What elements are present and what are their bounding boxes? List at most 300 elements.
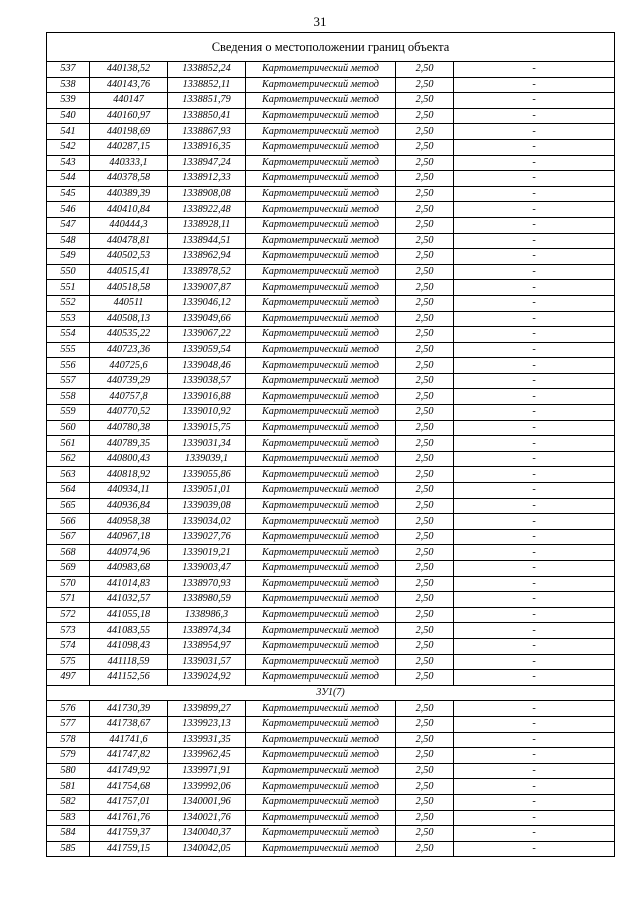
point-number-cell: 549 bbox=[47, 249, 90, 265]
table-row bbox=[47, 607, 615, 623]
point-number-cell: 565 bbox=[47, 498, 90, 514]
point-number-cell: 572 bbox=[47, 607, 90, 623]
method-cell: Картометрический метод bbox=[246, 529, 396, 545]
method-cell: Картометрический метод bbox=[246, 77, 396, 93]
point-number-cell: 550 bbox=[47, 264, 90, 280]
accuracy-cell: 2,50 bbox=[396, 654, 454, 670]
method-cell: Картометрический метод bbox=[246, 217, 396, 233]
point-number-cell: 557 bbox=[47, 373, 90, 389]
table-row bbox=[47, 171, 615, 187]
table-row bbox=[47, 514, 615, 530]
x-coordinate-cell: 441747,82 bbox=[90, 748, 168, 764]
method-cell: Картометрический метод bbox=[246, 545, 396, 561]
point-number-cell: 546 bbox=[47, 202, 90, 218]
x-coordinate-cell: 440757,8 bbox=[90, 389, 168, 405]
method-cell: Картометрический метод bbox=[246, 779, 396, 795]
table-row bbox=[47, 592, 615, 608]
method-cell: Картометрический метод bbox=[246, 436, 396, 452]
table-row bbox=[47, 670, 615, 686]
table-row bbox=[47, 420, 615, 436]
table-row bbox=[47, 623, 615, 639]
table-row bbox=[47, 810, 615, 826]
point-number-cell: 575 bbox=[47, 654, 90, 670]
y-coordinate-cell: 1339003,47 bbox=[168, 561, 246, 577]
y-coordinate-cell: 1339971,91 bbox=[168, 763, 246, 779]
point-number-cell: 561 bbox=[47, 436, 90, 452]
y-coordinate-cell: 1338908,08 bbox=[168, 186, 246, 202]
table-row bbox=[47, 295, 615, 311]
y-coordinate-cell: 1338852,24 bbox=[168, 62, 246, 78]
description-cell: - bbox=[454, 576, 615, 592]
point-number-cell: 570 bbox=[47, 576, 90, 592]
accuracy-cell: 2,50 bbox=[396, 93, 454, 109]
method-cell: Картометрический метод bbox=[246, 155, 396, 171]
y-coordinate-cell: 1339899,27 bbox=[168, 701, 246, 717]
table-row bbox=[47, 342, 615, 358]
method-cell: Картометрический метод bbox=[246, 171, 396, 187]
x-coordinate-cell: 441055,18 bbox=[90, 607, 168, 623]
x-coordinate-cell: 440410,84 bbox=[90, 202, 168, 218]
x-coordinate-cell: 440974,96 bbox=[90, 545, 168, 561]
table-row bbox=[47, 529, 615, 545]
y-coordinate-cell: 1338912,33 bbox=[168, 171, 246, 187]
point-number-cell: 576 bbox=[47, 701, 90, 717]
y-coordinate-cell: 1339019,21 bbox=[168, 545, 246, 561]
description-cell: - bbox=[454, 249, 615, 265]
method-cell: Картометрический метод bbox=[246, 62, 396, 78]
accuracy-cell: 2,50 bbox=[396, 420, 454, 436]
x-coordinate-cell: 440936,84 bbox=[90, 498, 168, 514]
method-cell: Картометрический метод bbox=[246, 451, 396, 467]
point-number-cell: 564 bbox=[47, 483, 90, 499]
x-coordinate-cell: 440770,52 bbox=[90, 405, 168, 421]
x-coordinate-cell: 440378,58 bbox=[90, 171, 168, 187]
point-number-cell: 580 bbox=[47, 763, 90, 779]
x-coordinate-cell: 440739,29 bbox=[90, 373, 168, 389]
point-number-cell: 562 bbox=[47, 451, 90, 467]
y-coordinate-cell: 1338970,93 bbox=[168, 576, 246, 592]
x-coordinate-cell: 441738,67 bbox=[90, 716, 168, 732]
y-coordinate-cell: 1339046,12 bbox=[168, 295, 246, 311]
accuracy-cell: 2,50 bbox=[396, 779, 454, 795]
point-number-cell: 537 bbox=[47, 62, 90, 78]
point-number-cell: 552 bbox=[47, 295, 90, 311]
x-coordinate-cell: 440160,97 bbox=[90, 108, 168, 124]
method-cell: Картометрический метод bbox=[246, 638, 396, 654]
table-row bbox=[47, 186, 615, 202]
y-coordinate-cell: 1339007,87 bbox=[168, 280, 246, 296]
table-row bbox=[47, 498, 615, 514]
x-coordinate-cell: 441152,56 bbox=[90, 670, 168, 686]
table-row bbox=[47, 483, 615, 499]
accuracy-cell: 2,50 bbox=[396, 327, 454, 343]
method-cell: Картометрический метод bbox=[246, 264, 396, 280]
description-cell: - bbox=[454, 373, 615, 389]
accuracy-cell: 2,50 bbox=[396, 280, 454, 296]
point-number-cell: 540 bbox=[47, 108, 90, 124]
accuracy-cell: 2,50 bbox=[396, 217, 454, 233]
point-number-cell: 542 bbox=[47, 139, 90, 155]
y-coordinate-cell: 1340001,96 bbox=[168, 794, 246, 810]
method-cell: Картометрический метод bbox=[246, 389, 396, 405]
x-coordinate-cell: 441741,6 bbox=[90, 732, 168, 748]
method-cell: Картометрический метод bbox=[246, 358, 396, 374]
x-coordinate-cell: 440518,58 bbox=[90, 280, 168, 296]
description-cell: - bbox=[454, 701, 615, 717]
point-number-cell: 545 bbox=[47, 186, 90, 202]
y-coordinate-cell: 1338974,34 bbox=[168, 623, 246, 639]
y-coordinate-cell: 1339015,75 bbox=[168, 420, 246, 436]
y-coordinate-cell: 1339049,66 bbox=[168, 311, 246, 327]
x-coordinate-cell: 440502,53 bbox=[90, 249, 168, 265]
accuracy-cell: 2,50 bbox=[396, 592, 454, 608]
description-cell: - bbox=[454, 93, 615, 109]
table-row bbox=[47, 108, 615, 124]
description-cell: - bbox=[454, 124, 615, 140]
method-cell: Картометрический метод bbox=[246, 295, 396, 311]
description-cell: - bbox=[454, 155, 615, 171]
y-coordinate-cell: 1339051,01 bbox=[168, 483, 246, 499]
accuracy-cell: 2,50 bbox=[396, 171, 454, 187]
method-cell: Картометрический метод bbox=[246, 483, 396, 499]
y-coordinate-cell: 1338922,48 bbox=[168, 202, 246, 218]
table-row bbox=[47, 311, 615, 327]
x-coordinate-cell: 440515,41 bbox=[90, 264, 168, 280]
table-row bbox=[47, 139, 615, 155]
accuracy-cell: 2,50 bbox=[396, 498, 454, 514]
method-cell: Картометрический метод bbox=[246, 186, 396, 202]
x-coordinate-cell: 440138,52 bbox=[90, 62, 168, 78]
point-number-cell: 555 bbox=[47, 342, 90, 358]
accuracy-cell: 2,50 bbox=[396, 389, 454, 405]
accuracy-cell: 2,50 bbox=[396, 670, 454, 686]
x-coordinate-cell: 440934,11 bbox=[90, 483, 168, 499]
x-coordinate-cell: 440198,69 bbox=[90, 124, 168, 140]
method-cell: Картометрический метод bbox=[246, 654, 396, 670]
description-cell: - bbox=[454, 77, 615, 93]
description-cell: - bbox=[454, 420, 615, 436]
table-row bbox=[47, 249, 615, 265]
method-cell: Картометрический метод bbox=[246, 841, 396, 857]
description-cell: - bbox=[454, 514, 615, 530]
accuracy-cell: 2,50 bbox=[396, 607, 454, 623]
table-row bbox=[47, 436, 615, 452]
description-cell: - bbox=[454, 233, 615, 249]
x-coordinate-cell: 440333,1 bbox=[90, 155, 168, 171]
x-coordinate-cell: 441757,01 bbox=[90, 794, 168, 810]
table-row bbox=[47, 638, 615, 654]
point-number-cell: 584 bbox=[47, 826, 90, 842]
accuracy-cell: 2,50 bbox=[396, 794, 454, 810]
description-cell: - bbox=[454, 327, 615, 343]
accuracy-cell: 2,50 bbox=[396, 249, 454, 265]
y-coordinate-cell: 1339992,06 bbox=[168, 779, 246, 795]
method-cell: Картометрический метод bbox=[246, 139, 396, 155]
table-row bbox=[47, 124, 615, 140]
table-row bbox=[47, 451, 615, 467]
description-cell: - bbox=[454, 202, 615, 218]
description-cell: - bbox=[454, 483, 615, 499]
description-cell: - bbox=[454, 779, 615, 795]
x-coordinate-cell: 440818,92 bbox=[90, 467, 168, 483]
description-cell: - bbox=[454, 264, 615, 280]
method-cell: Картометрический метод bbox=[246, 233, 396, 249]
point-number-cell: 577 bbox=[47, 716, 90, 732]
accuracy-cell: 2,50 bbox=[396, 139, 454, 155]
description-cell: - bbox=[454, 841, 615, 857]
point-number-cell: 568 bbox=[47, 545, 90, 561]
point-number-cell: 551 bbox=[47, 280, 90, 296]
method-cell: Картометрический метод bbox=[246, 701, 396, 717]
method-cell: Картометрический метод bbox=[246, 576, 396, 592]
x-coordinate-cell: 441118,59 bbox=[90, 654, 168, 670]
y-coordinate-cell: 1339059,54 bbox=[168, 342, 246, 358]
method-cell: Картометрический метод bbox=[246, 732, 396, 748]
y-coordinate-cell: 1339034,02 bbox=[168, 514, 246, 530]
x-coordinate-cell: 440967,18 bbox=[90, 529, 168, 545]
method-cell: Картометрический метод bbox=[246, 467, 396, 483]
description-cell: - bbox=[454, 311, 615, 327]
method-cell: Картометрический метод bbox=[246, 124, 396, 140]
y-coordinate-cell: 1339016,88 bbox=[168, 389, 246, 405]
x-coordinate-cell: 441754,68 bbox=[90, 779, 168, 795]
method-cell: Картометрический метод bbox=[246, 716, 396, 732]
point-number-cell: 553 bbox=[47, 311, 90, 327]
y-coordinate-cell: 1338962,94 bbox=[168, 249, 246, 265]
accuracy-cell: 2,50 bbox=[396, 826, 454, 842]
x-coordinate-cell: 440287,15 bbox=[90, 139, 168, 155]
method-cell: Картометрический метод bbox=[246, 810, 396, 826]
y-coordinate-cell: 1339027,76 bbox=[168, 529, 246, 545]
accuracy-cell: 2,50 bbox=[396, 405, 454, 421]
table-row bbox=[47, 561, 615, 577]
accuracy-cell: 2,50 bbox=[396, 77, 454, 93]
method-cell: Картометрический метод bbox=[246, 592, 396, 608]
y-coordinate-cell: 1339055,86 bbox=[168, 467, 246, 483]
x-coordinate-cell: 440478,81 bbox=[90, 233, 168, 249]
y-coordinate-cell: 1339031,34 bbox=[168, 436, 246, 452]
description-cell: - bbox=[454, 280, 615, 296]
point-number-cell: 544 bbox=[47, 171, 90, 187]
method-cell: Картометрический метод bbox=[246, 108, 396, 124]
accuracy-cell: 2,50 bbox=[396, 155, 454, 171]
table-row bbox=[47, 217, 615, 233]
accuracy-cell: 2,50 bbox=[396, 701, 454, 717]
description-cell: - bbox=[454, 186, 615, 202]
x-coordinate-cell: 441759,15 bbox=[90, 841, 168, 857]
description-cell: - bbox=[454, 607, 615, 623]
x-coordinate-cell: 440789,35 bbox=[90, 436, 168, 452]
method-cell: Картометрический метод bbox=[246, 420, 396, 436]
description-cell: - bbox=[454, 358, 615, 374]
table-row bbox=[47, 62, 615, 78]
description-cell: - bbox=[454, 748, 615, 764]
x-coordinate-cell: 441749,92 bbox=[90, 763, 168, 779]
y-coordinate-cell: 1339931,35 bbox=[168, 732, 246, 748]
description-cell: - bbox=[454, 295, 615, 311]
accuracy-cell: 2,50 bbox=[396, 295, 454, 311]
y-coordinate-cell: 1340042,05 bbox=[168, 841, 246, 857]
point-number-cell: 585 bbox=[47, 841, 90, 857]
accuracy-cell: 2,50 bbox=[396, 358, 454, 374]
table-row bbox=[47, 93, 615, 109]
y-coordinate-cell: 1338852,11 bbox=[168, 77, 246, 93]
accuracy-cell: 2,50 bbox=[396, 732, 454, 748]
point-number-cell: 556 bbox=[47, 358, 90, 374]
description-cell: - bbox=[454, 794, 615, 810]
description-cell: - bbox=[454, 139, 615, 155]
point-number-cell: 567 bbox=[47, 529, 90, 545]
y-coordinate-cell: 1338980,59 bbox=[168, 592, 246, 608]
point-number-cell: 554 bbox=[47, 327, 90, 343]
description-cell: - bbox=[454, 467, 615, 483]
point-number-cell: 574 bbox=[47, 638, 90, 654]
description-cell: - bbox=[454, 654, 615, 670]
x-coordinate-cell: 440800,43 bbox=[90, 451, 168, 467]
table-row bbox=[47, 701, 615, 717]
method-cell: Картометрический метод bbox=[246, 202, 396, 218]
accuracy-cell: 2,50 bbox=[396, 545, 454, 561]
description-cell: - bbox=[454, 436, 615, 452]
accuracy-cell: 2,50 bbox=[396, 62, 454, 78]
y-coordinate-cell: 1339031,57 bbox=[168, 654, 246, 670]
table-row bbox=[47, 280, 615, 296]
table-row bbox=[47, 264, 615, 280]
accuracy-cell: 2,50 bbox=[396, 451, 454, 467]
table-row bbox=[47, 373, 615, 389]
table-row bbox=[47, 467, 615, 483]
x-coordinate-cell: 440147 bbox=[90, 93, 168, 109]
point-number-cell: 571 bbox=[47, 592, 90, 608]
table-row bbox=[47, 389, 615, 405]
section-row bbox=[47, 685, 615, 701]
description-cell: - bbox=[454, 171, 615, 187]
x-coordinate-cell: 441098,43 bbox=[90, 638, 168, 654]
accuracy-cell: 2,50 bbox=[396, 514, 454, 530]
description-cell: - bbox=[454, 826, 615, 842]
description-cell: - bbox=[454, 405, 615, 421]
point-number-cell: 548 bbox=[47, 233, 90, 249]
y-coordinate-cell: 1339923,13 bbox=[168, 716, 246, 732]
description-cell: - bbox=[454, 670, 615, 686]
x-coordinate-cell: 441032,57 bbox=[90, 592, 168, 608]
accuracy-cell: 2,50 bbox=[396, 342, 454, 358]
y-coordinate-cell: 1338850,41 bbox=[168, 108, 246, 124]
accuracy-cell: 2,50 bbox=[396, 748, 454, 764]
description-cell: - bbox=[454, 389, 615, 405]
point-number-cell: 559 bbox=[47, 405, 90, 421]
x-coordinate-cell: 441014,83 bbox=[90, 576, 168, 592]
method-cell: Картометрический метод bbox=[246, 763, 396, 779]
table-row bbox=[47, 732, 615, 748]
x-coordinate-cell: 440723,36 bbox=[90, 342, 168, 358]
table-row bbox=[47, 405, 615, 421]
boundary-table bbox=[46, 32, 615, 857]
description-cell: - bbox=[454, 623, 615, 639]
point-number-cell: 579 bbox=[47, 748, 90, 764]
point-number-cell: 538 bbox=[47, 77, 90, 93]
accuracy-cell: 2,50 bbox=[396, 483, 454, 499]
x-coordinate-cell: 440444,3 bbox=[90, 217, 168, 233]
accuracy-cell: 2,50 bbox=[396, 124, 454, 140]
point-number-cell: 573 bbox=[47, 623, 90, 639]
point-number-cell: 541 bbox=[47, 124, 90, 140]
x-coordinate-cell: 440958,38 bbox=[90, 514, 168, 530]
point-number-cell: 569 bbox=[47, 561, 90, 577]
method-cell: Картометрический метод bbox=[246, 249, 396, 265]
accuracy-cell: 2,50 bbox=[396, 373, 454, 389]
description-cell: - bbox=[454, 810, 615, 826]
point-number-cell: 583 bbox=[47, 810, 90, 826]
point-number-cell: 547 bbox=[47, 217, 90, 233]
description-cell: - bbox=[454, 217, 615, 233]
y-coordinate-cell: 1338954,97 bbox=[168, 638, 246, 654]
y-coordinate-cell: 1338944,51 bbox=[168, 233, 246, 249]
method-cell: Картометрический метод bbox=[246, 405, 396, 421]
method-cell: Картометрический метод bbox=[246, 498, 396, 514]
description-cell: - bbox=[454, 561, 615, 577]
x-coordinate-cell: 440535,22 bbox=[90, 327, 168, 343]
y-coordinate-cell: 1338867,93 bbox=[168, 124, 246, 140]
x-coordinate-cell: 441083,55 bbox=[90, 623, 168, 639]
y-coordinate-cell: 1339067,22 bbox=[168, 327, 246, 343]
table-row bbox=[47, 654, 615, 670]
accuracy-cell: 2,50 bbox=[396, 623, 454, 639]
method-cell: Картометрический метод bbox=[246, 670, 396, 686]
y-coordinate-cell: 1338947,24 bbox=[168, 155, 246, 171]
accuracy-cell: 2,50 bbox=[396, 638, 454, 654]
y-coordinate-cell: 1339024,92 bbox=[168, 670, 246, 686]
table-row bbox=[47, 545, 615, 561]
x-coordinate-cell: 441759,37 bbox=[90, 826, 168, 842]
table-row bbox=[47, 77, 615, 93]
point-number-cell: 563 bbox=[47, 467, 90, 483]
y-coordinate-cell: 1339048,46 bbox=[168, 358, 246, 374]
accuracy-cell: 2,50 bbox=[396, 108, 454, 124]
table-row bbox=[47, 841, 615, 857]
table-row bbox=[47, 233, 615, 249]
x-coordinate-cell: 440389,39 bbox=[90, 186, 168, 202]
x-coordinate-cell: 441761,76 bbox=[90, 810, 168, 826]
description-cell: - bbox=[454, 716, 615, 732]
method-cell: Картометрический метод bbox=[246, 607, 396, 623]
section-label: 3У1(7) bbox=[47, 685, 615, 701]
table-row bbox=[47, 202, 615, 218]
y-coordinate-cell: 1339039,08 bbox=[168, 498, 246, 514]
accuracy-cell: 2,50 bbox=[396, 264, 454, 280]
point-number-cell: 543 bbox=[47, 155, 90, 171]
y-coordinate-cell: 1339038,57 bbox=[168, 373, 246, 389]
method-cell: Картометрический метод bbox=[246, 748, 396, 764]
description-cell: - bbox=[454, 638, 615, 654]
table-row bbox=[47, 794, 615, 810]
description-cell: - bbox=[454, 529, 615, 545]
description-cell: - bbox=[454, 498, 615, 514]
method-cell: Картометрический метод bbox=[246, 311, 396, 327]
method-cell: Картометрический метод bbox=[246, 280, 396, 296]
y-coordinate-cell: 1338986,3 bbox=[168, 607, 246, 623]
accuracy-cell: 2,50 bbox=[396, 810, 454, 826]
page-number: 31 bbox=[313, 14, 327, 29]
x-coordinate-cell: 440511 bbox=[90, 295, 168, 311]
table-row bbox=[47, 716, 615, 732]
point-number-cell: 497 bbox=[47, 670, 90, 686]
accuracy-cell: 2,50 bbox=[396, 311, 454, 327]
y-coordinate-cell: 1339010,92 bbox=[168, 405, 246, 421]
description-cell: - bbox=[454, 732, 615, 748]
description-cell: - bbox=[454, 451, 615, 467]
y-coordinate-cell: 1340021,76 bbox=[168, 810, 246, 826]
